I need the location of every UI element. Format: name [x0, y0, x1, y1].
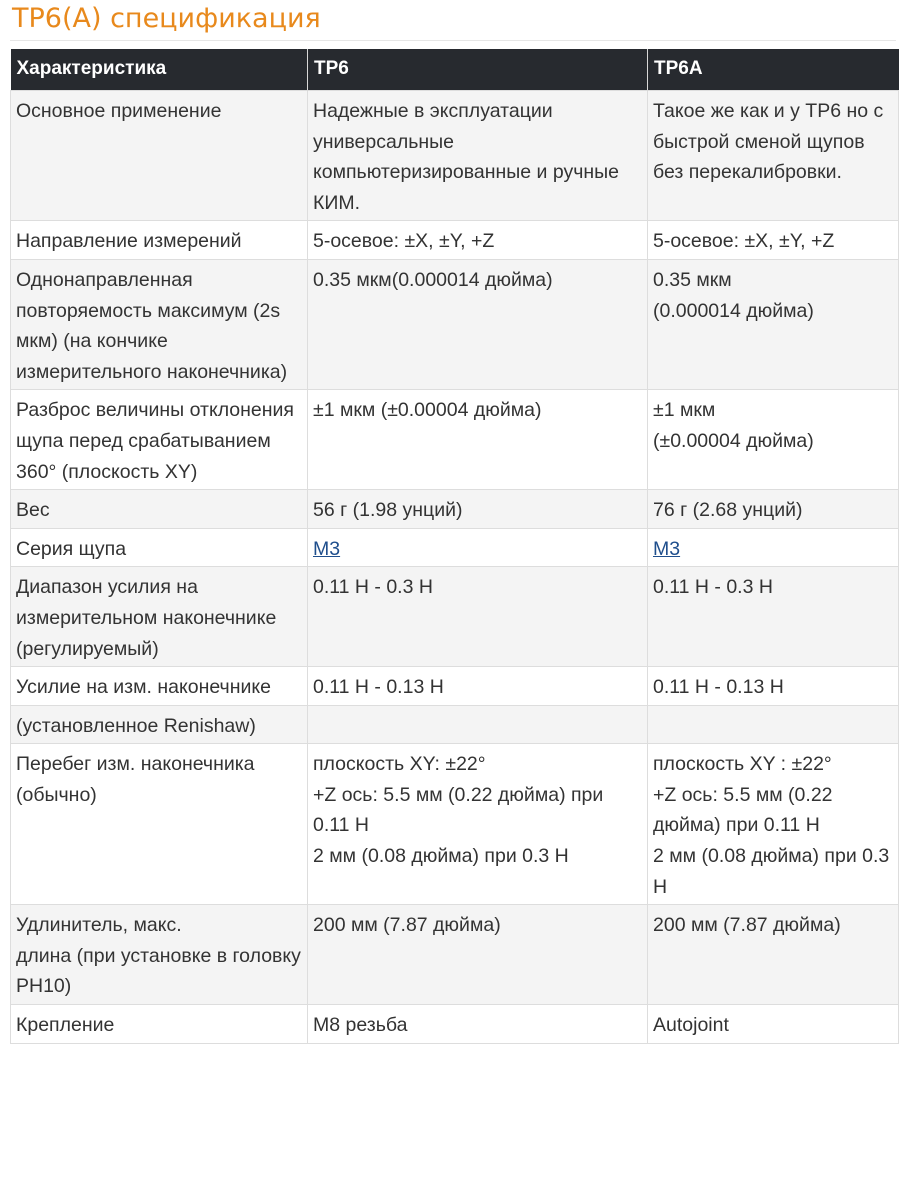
table-row — [11, 1005, 899, 1044]
tp6a-value: ±1 мкм (±0.00004 дюйма) — [648, 390, 899, 490]
tp6a-value: Autojoint — [648, 1005, 899, 1044]
row-label: Направление измерений — [11, 221, 308, 260]
row-label: Крепление — [11, 1005, 308, 1044]
stylus-series-link-tp6[interactable]: M3 — [313, 537, 341, 560]
tp6-value: 200 мм (7.87 дюйма) — [308, 905, 648, 1005]
tp6a-value-cell — [648, 528, 899, 567]
tp6-value-cell — [308, 528, 648, 567]
tp6-value: плоскость XY: ±22° +Z ось: 5.5 мм (0.22 дюйма) при 0.11 Н 2 мм (0.08 дюйма) при 0.3 Н — [308, 744, 648, 905]
tp6a-value: 0.35 мкм (0.000014 дюйма) — [648, 259, 899, 389]
tp6a-value: 200 мм (7.87 дюйма) — [648, 905, 899, 1005]
tp6-value: 0.35 мкм(0.000014 дюйма) — [308, 259, 648, 389]
tp6-value: 56 г (1.98 унций) — [308, 490, 648, 529]
tp6-value — [308, 705, 648, 744]
tp6-value: Надежные в эксплуатации универсальные компьютеризированные и ручные КИМ. — [308, 91, 648, 221]
table-row — [11, 567, 899, 667]
tp6a-value: 0.11 Н - 0.3 Н — [648, 567, 899, 667]
tp6a-value: Такое же как и у TP6 но с быстрой сменой щупов без перекалибровки. — [648, 91, 899, 221]
table-row — [11, 905, 899, 1005]
tp6-value: 0.11 Н - 0.3 Н — [308, 567, 648, 667]
tp6a-value: 76 г (2.68 унций) — [648, 490, 899, 529]
tp6-value: 5-осевое: ±X, ±Y, +Z — [308, 221, 648, 260]
row-label: Однонаправленная повторяемость максимум (2s мкм) (на кончике измерительного наконечника) — [11, 259, 308, 389]
table-row — [11, 490, 899, 529]
spec-table — [10, 49, 899, 1044]
table-row — [11, 390, 899, 490]
tp6a-value — [648, 705, 899, 744]
row-label: Основное применение — [11, 91, 308, 221]
table-row — [11, 667, 899, 706]
table-row — [11, 221, 899, 260]
table-row — [11, 744, 899, 905]
row-label: Разброс величины отклонения щупа перед срабатыванием 360° (плоскость XY) — [11, 390, 308, 490]
row-label: (установленное Renishaw) — [11, 705, 308, 744]
row-label: Усилие на изм. наконечнике — [11, 667, 308, 706]
tp6-value: M8 резьба — [308, 1005, 648, 1044]
tp6-value: 0.11 Н - 0.13 Н — [308, 667, 648, 706]
tp6a-value: 5-осевое: ±X, ±Y, +Z — [648, 221, 899, 260]
header-tp6a: TP6A — [648, 49, 899, 91]
table-row — [11, 91, 899, 221]
tp6a-value: плоскость XY : ±22° +Z ось: 5.5 мм (0.22 дюйма) при 0.11 Н 2 мм (0.08 дюйма) при 0.3 Н — [648, 744, 899, 905]
table-row — [11, 705, 899, 744]
table-row — [11, 259, 899, 389]
page-title: TP6(A) спецификация — [12, 3, 321, 34]
row-label: Вес — [11, 490, 308, 529]
tp6a-value: 0.11 Н - 0.13 Н — [648, 667, 899, 706]
row-label: Удлинитель, макс. длина (при установке в головку PH10) — [11, 905, 308, 1005]
row-label: Серия щупа — [11, 528, 308, 567]
title-divider — [10, 40, 896, 41]
table-header-row — [11, 49, 899, 91]
table-row — [11, 528, 899, 567]
stylus-series-link-tp6a[interactable]: M3 — [653, 537, 681, 560]
header-tp6: TP6 — [308, 49, 648, 91]
tp6-value: ±1 мкм (±0.00004 дюйма) — [308, 390, 648, 490]
header-characteristic: Характеристика — [11, 49, 308, 91]
row-label: Диапазон усилия на измерительном наконечнике (регулируемый) — [11, 567, 308, 667]
row-label: Перебег изм. наконечника (обычно) — [11, 744, 308, 905]
